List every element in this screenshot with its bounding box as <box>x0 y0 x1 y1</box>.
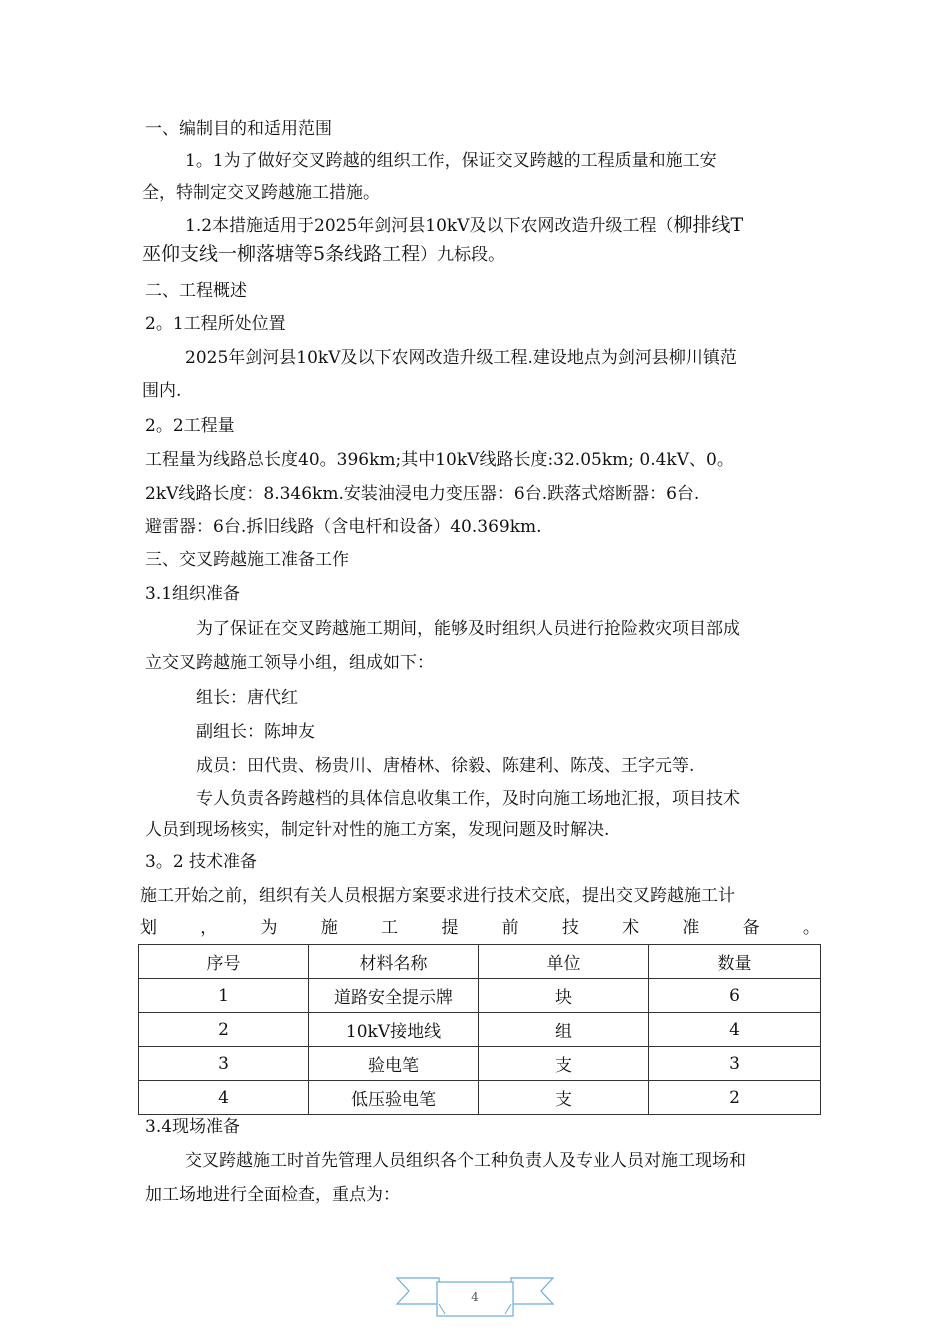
justified-char: 工 <box>381 918 399 938</box>
heading-3-2: 3。2 技术准备 <box>145 852 258 872</box>
justified-char: 提 <box>441 918 459 938</box>
heading-section-3: 三、交叉跨越施工准备工作 <box>145 550 349 570</box>
header-unit: 单位 <box>479 945 649 979</box>
cell-quantity: 2 <box>649 1081 821 1115</box>
cell-unit: 块 <box>479 979 649 1013</box>
project-name-part-2: 巫仰支线一柳落塘等5条线路工程 <box>142 243 421 265</box>
cell-serial: 4 <box>139 1081 309 1115</box>
paragraph-3-1b-line-2: 人员到现场核实，制定针对性的施工方案，发现问题及时解决. <box>145 820 610 840</box>
table-header-row <box>139 945 821 979</box>
justified-char: ， <box>200 918 218 938</box>
deputy-leader: 副组长：陈坤友 <box>196 722 315 742</box>
cell-serial: 2 <box>139 1013 309 1047</box>
group-leader: 组长：唐代红 <box>196 688 298 708</box>
justified-char: 为 <box>260 918 278 938</box>
table-row <box>139 979 821 1013</box>
project-name-part-1: 柳排线T <box>673 214 744 236</box>
paragraph-3-4-line-1: 交叉跨越施工时首先管理人员组织各个工种负责人及专业人员对施工现场和 <box>185 1151 746 1171</box>
group-members: 成员：田代贵、杨贵川、唐椿林、徐毅、陈建利、陈茂、王字元等. <box>196 756 695 776</box>
table-row <box>139 1047 821 1081</box>
paragraph-1-2-text: 1.2本措施适用于2025年剑河县10kV及以下农网改造升级工程（ <box>185 216 674 236</box>
header-material-name: 材料名称 <box>309 945 479 979</box>
cell-unit: 支 <box>479 1047 649 1081</box>
justified-char: 术 <box>622 918 640 938</box>
justified-char: 。 <box>802 918 820 938</box>
cell-material-name: 低压验电笔 <box>309 1081 479 1115</box>
cell-material-name: 道路安全提示牌 <box>309 979 479 1013</box>
page-footer <box>395 1272 555 1322</box>
cell-quantity: 4 <box>649 1013 821 1047</box>
justified-char: 施 <box>320 918 338 938</box>
cell-serial: 1 <box>139 979 309 1013</box>
paragraph-1-2-line-2 <box>142 243 505 266</box>
cell-unit: 组 <box>479 1013 649 1047</box>
heading-2-2: 2。2工程量 <box>145 416 235 436</box>
paragraph-2-2-line-1: 工程量为线路总长度40。396km;其中10kV线路长度:32.05km; 0.4kV、0。 <box>145 450 734 470</box>
cell-serial: 3 <box>139 1047 309 1081</box>
heading-section-1: 一、编制目的和适用范围 <box>145 119 332 139</box>
cell-material-name: 10kV接地线 <box>309 1013 479 1047</box>
paragraph-1-2-end: ）九标段。 <box>420 245 506 265</box>
justified-char: 技 <box>561 918 579 938</box>
paragraph-2-2-line-3: 避雷器：6台.拆旧线路（含电杆和设备）40.369km. <box>145 517 542 537</box>
paragraph-3-2-line-2 <box>140 917 820 939</box>
table-row <box>139 1081 821 1115</box>
paragraph-1-1-line-1: 1。1为了做好交叉跨越的组织工作，保证交叉跨越的工程质量和施工安 <box>185 151 717 171</box>
justified-char: 备 <box>742 918 760 938</box>
paragraph-2-1-line-1: 2025年剑河县10kV及以下农网改造升级工程.建设地点为剑河县柳川镇范 <box>185 348 737 368</box>
heading-3-1: 3.1组织准备 <box>145 584 241 604</box>
justified-char: 准 <box>682 918 700 938</box>
paragraph-1-1-line-2: 全，特制定交叉跨越施工措施。 <box>142 183 380 203</box>
cell-unit: 支 <box>479 1081 649 1115</box>
cell-quantity: 3 <box>649 1047 821 1081</box>
paragraph-3-2-line-1: 施工开始之前，组织有关人员根据方案要求进行技术交底，提出交叉跨越施工计 <box>140 886 735 906</box>
cell-material-name: 验电笔 <box>309 1047 479 1081</box>
materials-table <box>138 944 821 1115</box>
header-quantity: 数量 <box>649 945 821 979</box>
table-row <box>139 1013 821 1047</box>
heading-3-4: 3.4现场准备 <box>145 1117 241 1137</box>
paragraph-3-1-line-2: 立交叉跨越施工领导小组，组成如下： <box>145 653 434 673</box>
paragraph-2-2-line-2: 2kV线路长度：8.346km.安装油浸电力变压器：6台.跌落式熔断器：6台. <box>145 484 700 504</box>
paragraph-3-4-line-2: 加工场地进行全面检查，重点为： <box>145 1185 400 1205</box>
heading-2-1: 2。1工程所处位置 <box>145 314 286 334</box>
justified-char: 前 <box>501 918 519 938</box>
paragraph-2-1-line-2: 围内. <box>142 381 182 401</box>
page-number: 4 <box>471 1290 479 1304</box>
cell-quantity: 6 <box>649 979 821 1013</box>
paragraph-3-1-line-1: 为了保证在交叉跨越施工期间，能够及时组织人员进行抢险救灾项目部成 <box>196 619 740 639</box>
header-serial: 序号 <box>139 945 309 979</box>
heading-section-2: 二、工程概述 <box>145 281 247 301</box>
paragraph-1-2-line-1 <box>185 214 743 237</box>
paragraph-3-1b-line-1: 专人负责各跨越档的具体信息收集工作，及时向施工场地汇报，项目技术 <box>196 789 740 809</box>
justified-char: 划 <box>140 918 157 938</box>
